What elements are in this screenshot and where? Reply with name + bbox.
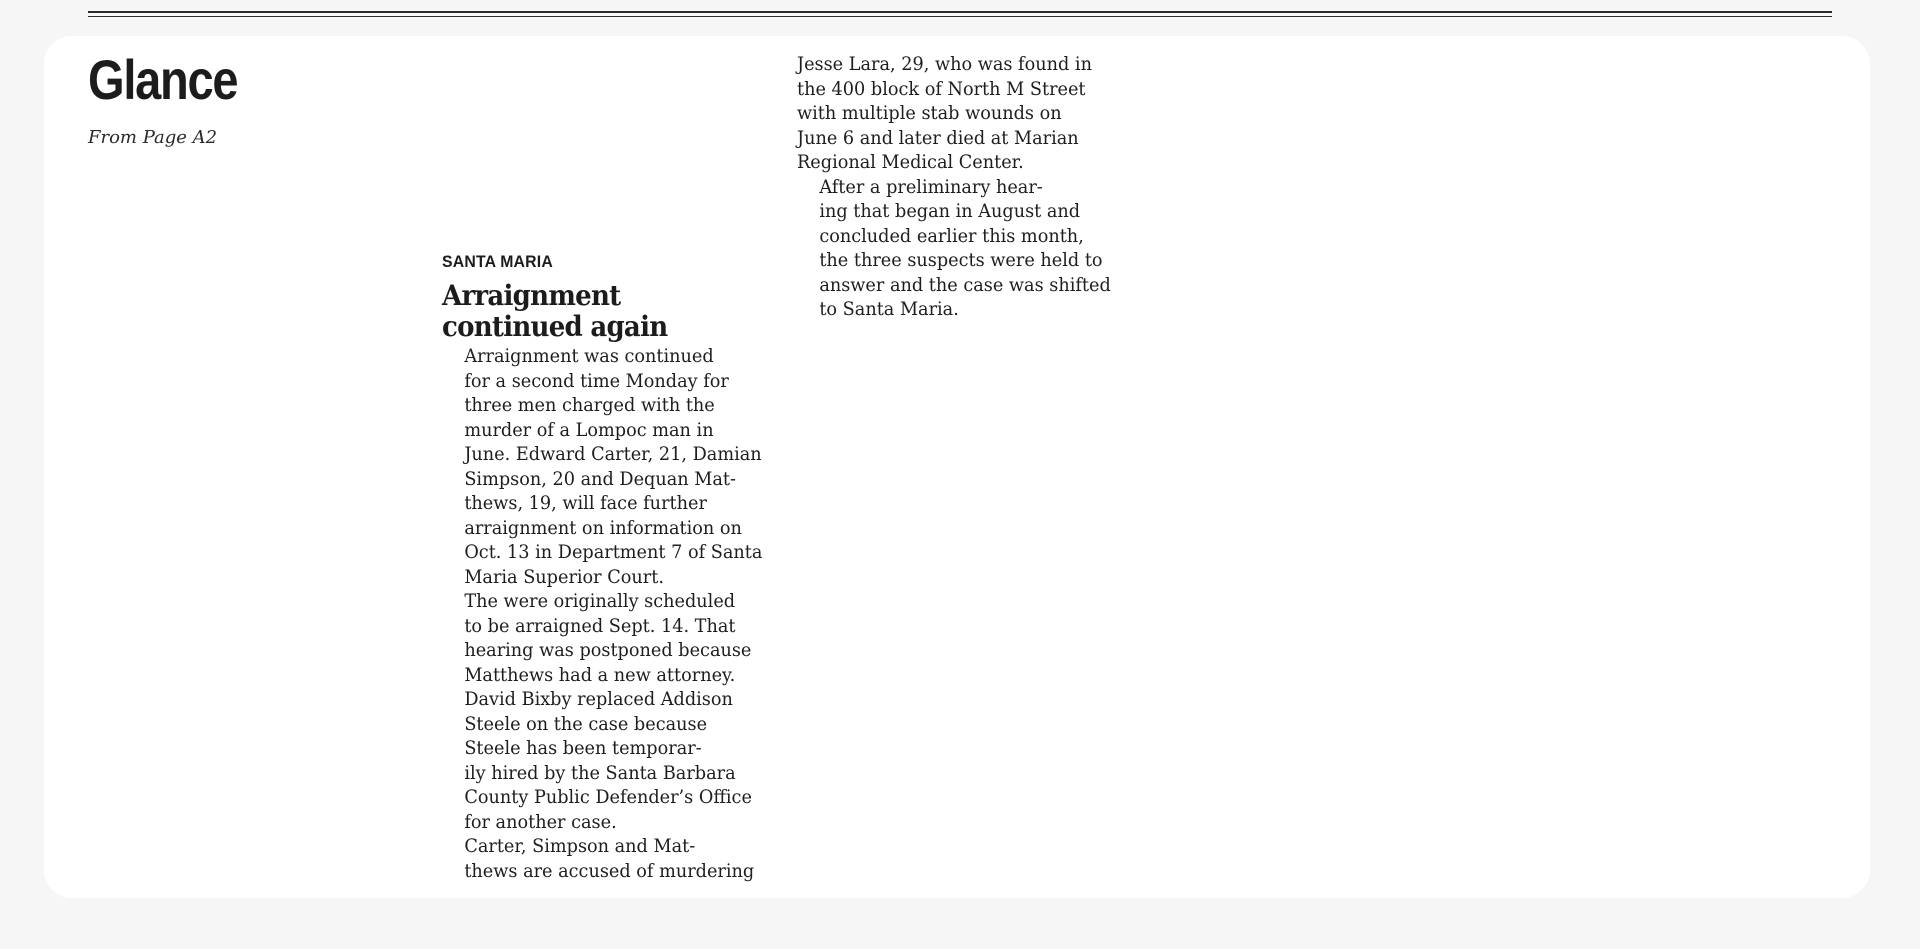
text-line: for a second time Monday for <box>464 369 729 392</box>
text-line: the three suspects were held to <box>819 249 1103 271</box>
text-line: After a preliminary hear- <box>819 175 1043 198</box>
text-line: County Public Defender’s Office <box>464 786 752 808</box>
text-line: murder of a Lompoc man in <box>464 418 714 441</box>
text-line: thews are accused of murdering <box>464 859 755 882</box>
text-line: Steele has been temporar- <box>464 737 702 759</box>
text-line: June 6 and later died at Marian <box>797 126 1079 149</box>
article-paragraph <box>442 834 768 883</box>
text-line: with multiple stab wounds on <box>797 102 1062 124</box>
headline-line: continued again <box>442 310 668 343</box>
article-paragraph <box>442 589 768 834</box>
text-line: arraignment on information on <box>464 516 742 539</box>
text-line: The were originally scheduled <box>464 590 736 612</box>
text-line: Simpson, 20 and Dequan Mat- <box>464 467 736 490</box>
text-line: Carter, Simpson and Mat- <box>464 835 696 857</box>
article-dateline: SANTA MARIA <box>442 252 553 271</box>
article-column-left <box>442 250 768 883</box>
text-line: Arraignment was continued <box>464 345 714 367</box>
text-line: June. Edward Carter, 21, Damian <box>464 443 762 465</box>
text-line: Matthews had a new attorney. <box>464 663 736 686</box>
article-body-left <box>442 344 768 883</box>
text-line: answer and the case was shifted <box>819 273 1111 296</box>
article-paragraph <box>797 52 1123 175</box>
text-line: concluded earlier this month, <box>819 224 1084 247</box>
text-line: to be arraigned Sept. 14. That <box>464 614 736 637</box>
text-line: David Bixby replaced Addison <box>464 688 733 710</box>
text-line: thews, 19, will face further <box>464 492 707 514</box>
text-line: Oct. 13 in Department 7 of Santa <box>464 541 763 563</box>
article-column-right <box>797 52 1123 322</box>
section-title: Glance <box>88 48 238 111</box>
section-rule-top <box>88 11 1832 13</box>
article-headline <box>442 280 768 342</box>
text-line: to Santa Maria. <box>819 298 959 320</box>
text-line: for another case. <box>464 810 617 833</box>
text-line: ily hired by the Santa Barbara <box>464 761 736 784</box>
headline-line: Arraignment <box>442 279 621 312</box>
section-rule-bottom <box>88 16 1832 17</box>
text-line: Regional Medical Center. <box>797 151 1024 173</box>
article-body-right <box>797 52 1123 322</box>
article-paragraph <box>442 344 768 589</box>
jump-line: From Page A2 <box>88 127 218 148</box>
text-line: Maria Superior Court. <box>464 565 664 588</box>
article-paragraph <box>797 175 1123 322</box>
text-line: Steele on the case because <box>464 712 708 735</box>
text-line: the 400 block of North M Street <box>797 77 1086 100</box>
text-line: Jesse Lara, 29, who was found in <box>797 53 1092 75</box>
text-line: three men charged with the <box>464 394 715 416</box>
text-line: ing that began in August and <box>819 200 1081 222</box>
text-line: hearing was postponed because <box>464 639 752 661</box>
